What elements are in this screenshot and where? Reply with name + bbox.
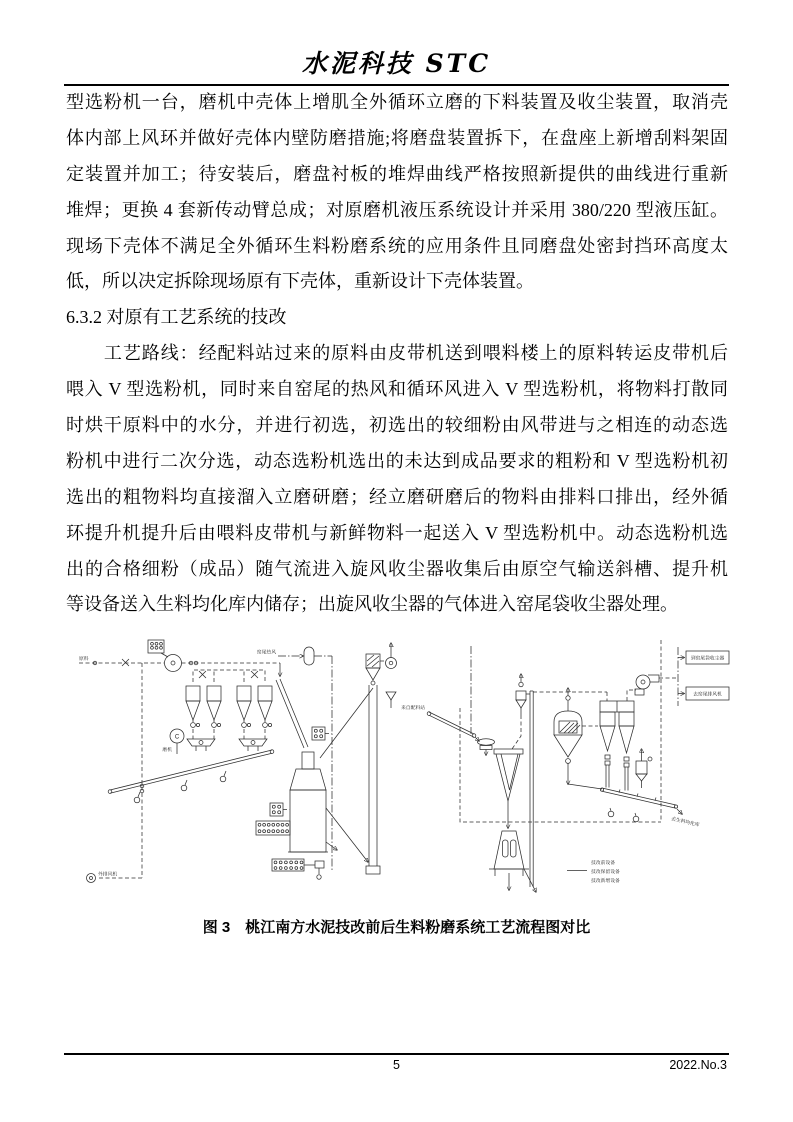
diagram-legend <box>567 859 620 884</box>
text-line: 时烘干原料中的水分，并进行初选，初选出的较细粉由风带进与之相连的动态选 <box>66 415 728 436</box>
enclosure-dashed <box>460 708 661 822</box>
system-before <box>79 640 397 883</box>
text-line: 型选粉机一台，磨机中壳体上增肌全外循环立磨的下料装置及收尘装置，取消壳 <box>66 92 728 112</box>
hopper-icon <box>512 674 526 749</box>
v-separator-icon <box>494 749 523 828</box>
air-vessel-icon <box>278 647 314 665</box>
legend-item: 技改保留设备 <box>591 870 620 875</box>
belt-source-label: 来自配料站 <box>401 706 425 711</box>
text-line: 低，所以决定拆除现场原有下壳体，重新设计下壳体装置。 <box>66 271 534 292</box>
text-line: 定装置并加工；待安装后，磨盘衬板的堆焊曲线严格按照新提供的曲线进行重新 <box>66 163 728 184</box>
paragraph-1 <box>66 85 728 300</box>
mill-fan-icon <box>170 729 184 754</box>
legend-item: 技改前设备 <box>591 861 615 866</box>
text-line: 工艺路线：经配料站过来的原料由皮带机送到喂料楼上的原料转运皮带机后 <box>66 343 728 364</box>
grid-box-icon <box>312 727 332 740</box>
to-bag-filter-label: 到窑尾袋收尘器 <box>690 656 725 662</box>
top-fan-icon <box>380 643 397 669</box>
twin-cyclones-icon <box>533 690 636 791</box>
section-heading: 6.3.2 对原有工艺系统的技改 <box>66 307 287 328</box>
paragraph-2 <box>66 336 728 623</box>
text-line: 堆焊；更换 4 套新传动臂总成；对原磨机液压系统设计并采用 380/220 型液压缸。 <box>66 199 728 220</box>
process-flow-figure <box>75 638 735 910</box>
text-line: 出的合格细粉（成品）随气流进入旋风收尘器收集后由原空气输送斜槽、提升机 <box>66 558 728 579</box>
footer-rule <box>64 1053 729 1055</box>
text-line: 现场下壳体不满足全外循环生料粉磨系统的应用条件且同磨盘处密封挡环高度太 <box>66 235 728 256</box>
text-line: 选出的粗物料均直接溜入立磨研磨；经立磨研磨后的物料由排料口排出，经外循 <box>66 486 728 507</box>
feeder-icon <box>478 739 495 755</box>
issue-label: 2022.No.3 <box>669 1058 727 1072</box>
text-line: 环提升机提升后由喂料皮带机与新鲜物料一起送入 V 型选粉机中。动态选粉机选 <box>66 522 728 543</box>
circulating-fan-icon <box>165 655 182 672</box>
page-number: 5 <box>393 1058 400 1072</box>
cyclone-bank-icon <box>186 686 272 727</box>
legend-item: 技改新增设备 <box>591 879 620 884</box>
journal-header-title: 水泥科技 STC <box>301 49 492 78</box>
vertical-mill-before-icon <box>288 752 337 852</box>
exhaust-fan-label: 外排风机 <box>98 872 118 878</box>
text-line: 体内部上风环并做好壳体内壁防磨措施;将磨盘装置拆下，在盘座上新增刮料架固 <box>66 127 728 148</box>
splitter-icon <box>187 739 267 751</box>
figure-caption: 图 3 桃江南方水泥技改前后生料粉磨系统工艺流程图对比 <box>202 919 591 936</box>
text-line: 粉机中进行二次分选，动态选粉机选出的未达到成品要求的粗粉和 V 型选粉机初 <box>66 450 728 471</box>
svg-text:C: C <box>174 734 180 741</box>
mill-label: 磨机 <box>162 748 172 753</box>
exhaust-fan-icon <box>87 874 96 883</box>
valve-grid-icon <box>148 640 168 657</box>
to-silo-label: 去生料均化库 <box>670 817 700 829</box>
system-after <box>401 640 729 892</box>
vertical-mill-after-icon <box>489 831 536 892</box>
airlift-icon <box>636 749 652 788</box>
riser-pipes-icon <box>526 691 533 887</box>
airslide-conveyor-icon <box>600 788 682 822</box>
body-text <box>66 85 728 623</box>
bag-filter-elevator-icon <box>366 654 380 874</box>
hot-air-label: 窑尾热风 <box>256 650 276 656</box>
process-flow-diagram <box>75 638 735 910</box>
chute-icon <box>276 679 308 748</box>
belt-conveyor-icon <box>108 750 274 803</box>
text-line: 等设备送入生料均化库内储存；出旋风收尘器的气体进入窑尾袋收尘器处理。 <box>66 594 678 615</box>
text-line: 喂入 V 型选粉机，同时来自窑尾的热风和循环风进入 V 型选粉机，将物料打散同 <box>66 379 728 400</box>
dynamic-separator-icon <box>554 688 598 784</box>
feed-label: 原料 <box>79 657 89 662</box>
to-kiln-fan-label: 去窑尾排风机 <box>693 692 722 698</box>
exhaust-blower-icon <box>635 675 678 695</box>
